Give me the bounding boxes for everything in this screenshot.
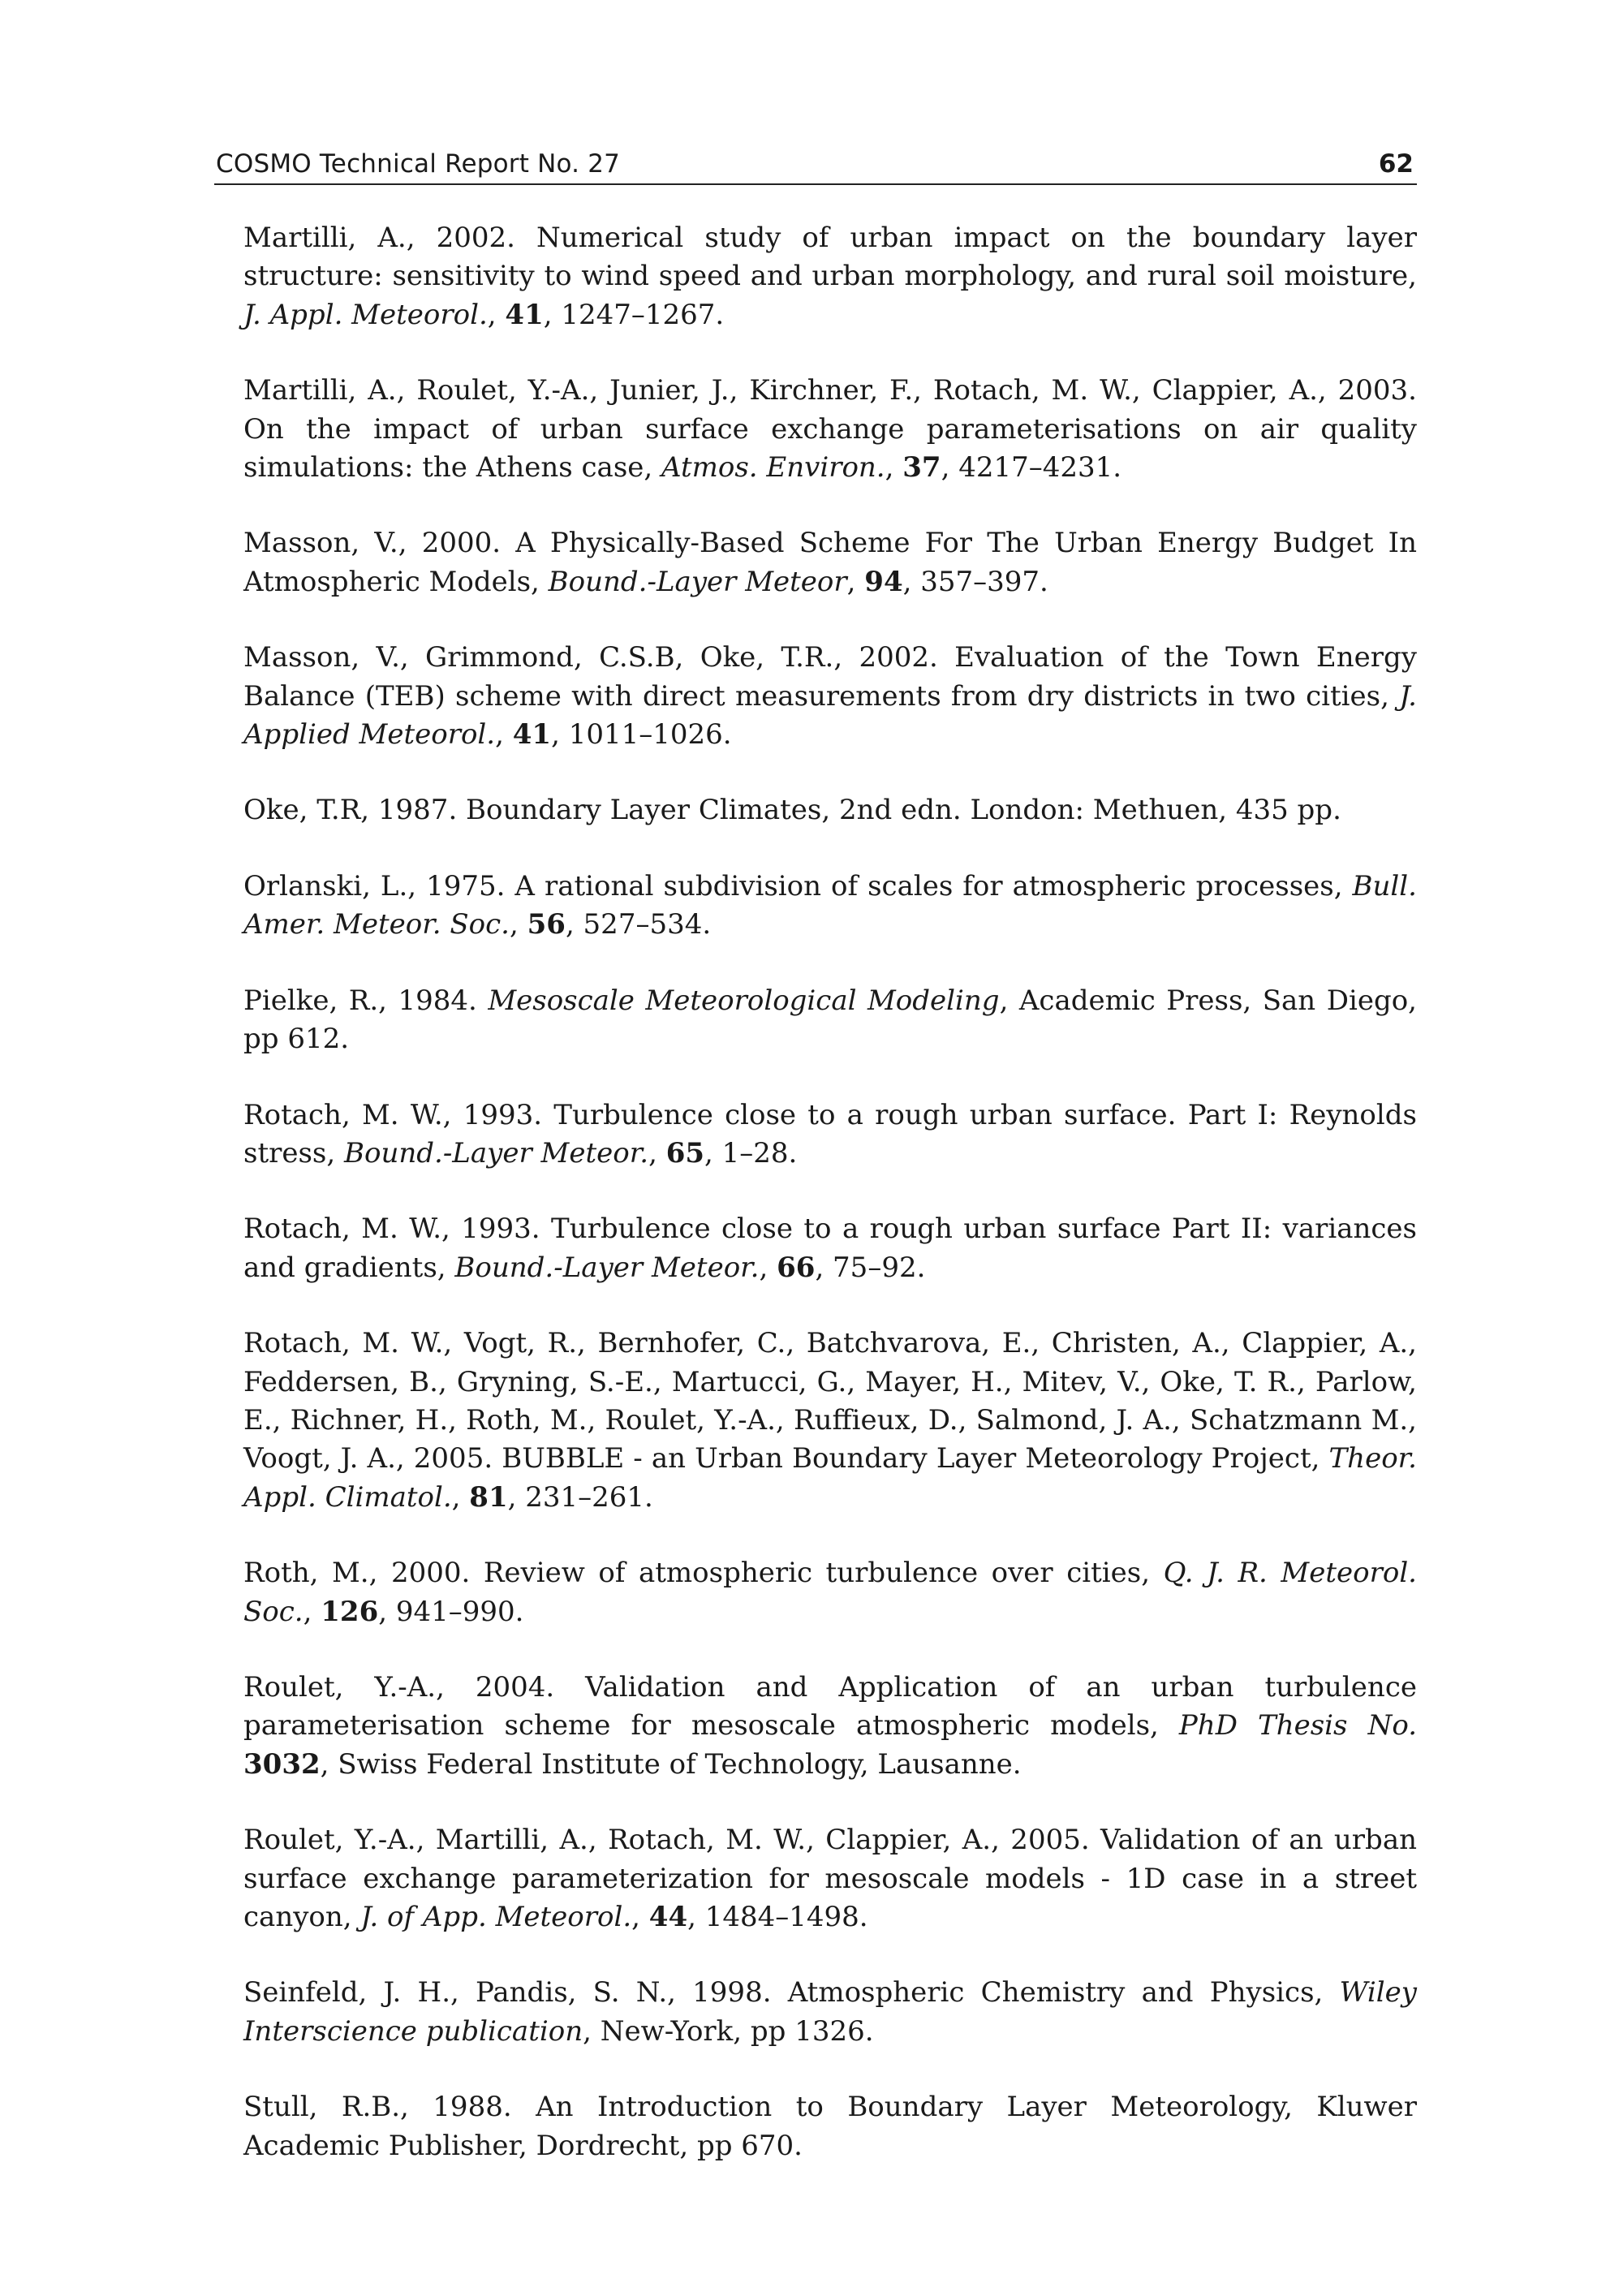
reference-item: Rotach, M. W., 1993. Turbulence close to a rough urban surface Part II: variances and gradients, Bound.-Layer Meteor., 66, 75–92. [243,1213,1417,1284]
reference-item: Rotach, M. W., 1993. Turbulence close to a rough urban surface. Part I: Reynolds stress, Bound.-Layer Meteor., 65, 1–28. [243,1098,1417,1170]
reference-item: Martilli, A., Roulet, Y.-A., Junier, J., Kirchner, F., Rotach, M. W., Clappier, A., 2003. On the impact of urban surface exchange parameterisations on air quality simulations: the Athens case, Atmos. Environ., 37, 4217–4231. [243,374,1417,485]
reference-item: Masson, V., Grimmond, C.S.B, Oke, T.R., 2002. Evaluation of the Town Energy Balance (TEB) scheme with direct measurements from dry districts in two cities, J. Applied Meteorol., 41, 1011–1026. [243,641,1417,752]
reference-item: Masson, V., 2000. A Physically-Based Scheme For The Urban Energy Budget In Atmospheric Models, Bound.-Layer Meteor, 94, 357–397. [243,527,1417,598]
reference-item: Orlanski, L., 1975. A rational subdivision of scales for atmospheric processes, Bull. Amer. Meteor. Soc., 56, 527–534. [243,869,1417,941]
reference-item: Rotach, M. W., Vogt, R., Bernhofer, C., Batchvarova, E., Christen, A., Clappier, A., Feddersen, B., Gryning, S.-E., Martucci, G., Mayer, H., Mitev, V., Oke, T. R., Parlow, E., Richner, H., Roth, M., Roulet, Y.-A., Ruffieux, D., Salmond, J. A., Schatzmann M., Voogt, J. A., 2005. BUBBLE - an Urban Boundary Layer Meteorology Project, Theor. Appl. Climatol., 81, 231–261. [243,1327,1417,1514]
reference-list [243,219,1417,2203]
reference-item: Roulet, Y.-A., Martilli, A., Rotach, M. W., Clappier, A., 2005. Validation of an urban surface exchange parameterization for mesoscale models - 1D case in a street canyon, J. of App. Meteorol., 44, 1484–1498. [243,1824,1417,1933]
reference-item: Pielke, R., 1984. Mesoscale Meteorological Modeling, Academic Press, San Diego, pp 612. [243,984,1417,1056]
reference-item: Roth, M., 2000. Review of atmospheric turbulence over cities, Q. J. R. Meteorol. Soc., 126, 941–990. [243,1557,1417,1628]
page-number: 62 [1378,149,1414,179]
reference-item: Oke, T.R, 1987. Boundary Layer Climates, 2nd edn. London: Methuen, 435 pp. [243,794,1341,827]
page-header [214,144,1417,185]
reference-item: Roulet, Y.-A., 2004. Validation and Application of an urban turbulence parameterisation scheme for mesoscale atmospheric models, PhD Thesis No. 3032, Swiss Federal Institute of Technology, Lausanne. [243,1670,1418,1781]
reference-item: Martilli, A., 2002. Numerical study of urban impact on the boundary layer structure: sensitivity to wind speed and urban morphology, and rural soil moisture, J. Appl. Meteorol., 41, 1247–1267. [243,222,1417,331]
reference-item: Seinfeld, J. H., Pandis, S. N., 1998. Atmospheric Chemistry and Physics, Wiley Interscience publication, New-York, pp 1326. [243,1976,1417,2048]
report-title: COSMO Technical Report No. 27 [216,149,621,179]
reference-item: Stull, R.B., 1988. An Introduction to Boundary Layer Meteorology, Kluwer Academic Publisher, Dordrecht, pp 670. [243,2091,1417,2162]
